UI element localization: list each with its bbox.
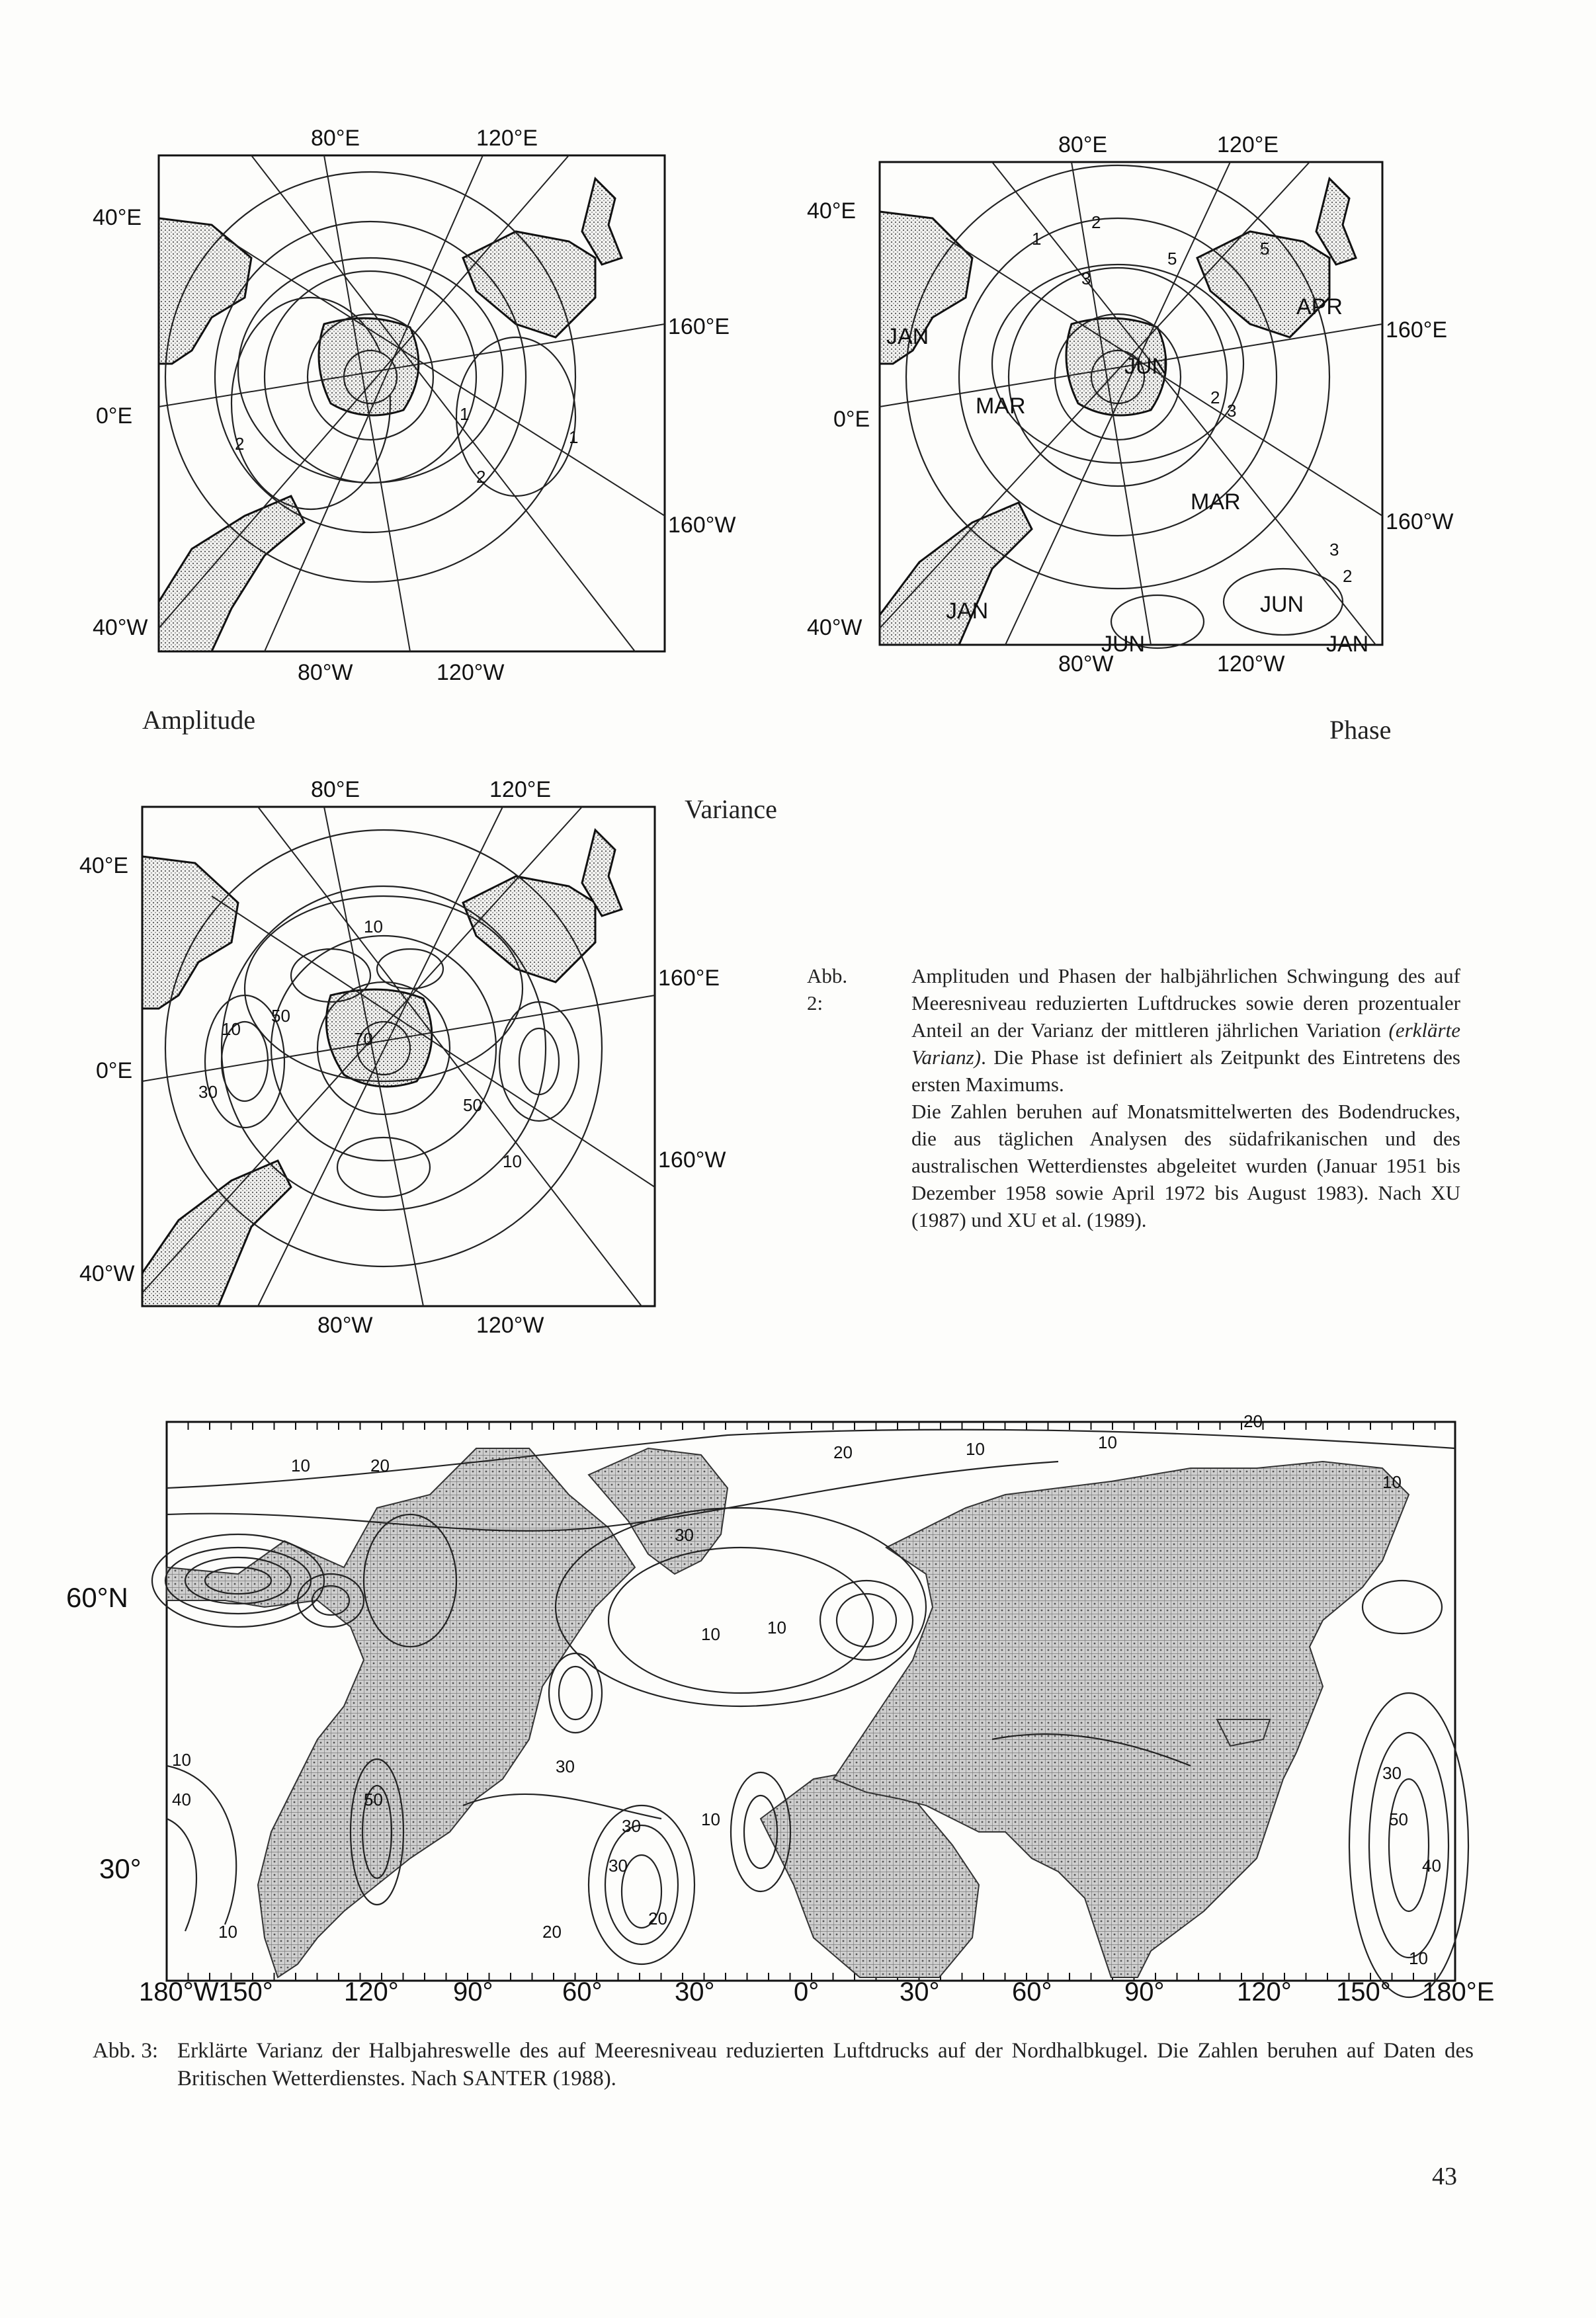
amp-contour-label: 1 bbox=[569, 427, 579, 447]
amp-lat-label: 80°W bbox=[298, 660, 353, 685]
phase-month-label: JUN bbox=[1124, 354, 1169, 379]
caption2-text-b: . Die Phase ist definiert als Zeitpunkt des Eintretens des ersten Maximums. bbox=[911, 1046, 1460, 1096]
var-contour-label: 10 bbox=[364, 917, 383, 936]
phase-label: Phase bbox=[1329, 715, 1392, 745]
page-number: 43 bbox=[1432, 2163, 1457, 2190]
nh-contour-label: 40 bbox=[172, 1790, 191, 1809]
caption2-text-a: Amplituden und Phasen der halbjährlichen Schwingung des auf Meeresniveau reduzierten Luftdruckes sowie deren prozentualer Anteil an der Varianz der mittleren jährlichen Variation bbox=[911, 964, 1460, 1042]
var-contour-label: 30 bbox=[198, 1082, 218, 1102]
phase-month-label: MAR bbox=[976, 393, 1026, 419]
nh-contour-label: 20 bbox=[1243, 1411, 1263, 1431]
variance-map bbox=[53, 770, 747, 1352]
nh-contour-label: 20 bbox=[370, 1456, 390, 1475]
nh-contour-label: 20 bbox=[542, 1922, 562, 1942]
nh-contour-label: 30 bbox=[1382, 1763, 1402, 1783]
nh-contour-label: 30 bbox=[622, 1816, 641, 1836]
phase-month-label: JUN bbox=[1260, 592, 1304, 617]
nh-x-label: 150° bbox=[218, 1977, 273, 2007]
nh-contour-label: 20 bbox=[648, 1909, 667, 1928]
nh-x-label: 150° bbox=[1336, 1977, 1391, 2007]
variance-label: Variance bbox=[685, 794, 777, 824]
nh-contour-label: 10 bbox=[218, 1922, 237, 1942]
caption3-text: Erklärte Varianz der Halbjahreswelle des auf Meeresniveau reduzierten Luftdrucks auf der Nordhalbkugel. Die Zahlen beruhen auf Daten des Britischen Wetterdienstes. Nach SANTER (1988). bbox=[177, 2039, 1474, 2090]
var-lat-label: 80°E bbox=[311, 777, 360, 802]
phase-lat-label: 120°W bbox=[1217, 651, 1285, 677]
phase-month-label: JAN bbox=[1326, 632, 1369, 657]
nh-x-label: 120° bbox=[344, 1977, 399, 2007]
phase-lat-label: 80°E bbox=[1058, 132, 1108, 157]
var-contour-label: 50 bbox=[271, 1006, 290, 1026]
phase-month-label: APR bbox=[1296, 294, 1343, 319]
amp-lat-label: 120°W bbox=[437, 660, 505, 685]
var-contour-label: 70 bbox=[354, 1029, 373, 1049]
nh-x-label: 0° bbox=[794, 1977, 819, 2007]
nh-x-label: 90° bbox=[453, 1977, 493, 2007]
nh-contour-label: 10 bbox=[701, 1624, 720, 1644]
caption2-text-c: Die Zahlen beruhen auf Monatsmittelwerten des Bodendruckes, die aus täglichen Analysen des südafrikanischen und des australischen Wetterdienstes abgeleitet wurden (Januar 1951 bis Dezember 1958 sowie April 1972 bis August 1983). Nach XU (1987) und XU et al. (1989). bbox=[911, 1100, 1460, 1231]
phase-month-label: JAN bbox=[886, 324, 929, 349]
phase-side-label: 160°E bbox=[1386, 317, 1448, 343]
var-side-label: 160°E bbox=[658, 966, 720, 991]
nh-contour-label: 10 bbox=[1409, 1948, 1428, 1968]
nh-y-label: 30° bbox=[99, 1853, 142, 1884]
phase-contour-label: 3 bbox=[1227, 401, 1237, 421]
caption3-prefix: Abb. 3: bbox=[93, 2039, 158, 2063]
var-lon-label: 40°E bbox=[79, 853, 129, 878]
amp-lat-label: 120°E bbox=[476, 126, 538, 151]
phase-side-label: 160°W bbox=[1386, 509, 1454, 534]
phase-month-label: MAR bbox=[1191, 489, 1241, 515]
phase-month-label: JAN bbox=[946, 599, 989, 624]
nh-x-label: 30° bbox=[900, 1977, 940, 2007]
phase-month-label: JUN bbox=[1101, 632, 1146, 657]
var-contour-label: 10 bbox=[222, 1019, 241, 1039]
phase-contour-label: 1 bbox=[1032, 229, 1042, 249]
caption2-text bbox=[911, 962, 1460, 1233]
nh-x-axis bbox=[139, 1977, 1495, 2010]
amplitude-map bbox=[93, 126, 736, 708]
phase-contour-label: 3 bbox=[1329, 540, 1339, 559]
var-contour-label: 50 bbox=[463, 1095, 482, 1115]
phase-lat-label: 80°W bbox=[1058, 651, 1114, 677]
amp-contour-label: 2 bbox=[476, 467, 486, 487]
nh-contour-label: 40 bbox=[1422, 1856, 1441, 1876]
amp-lon-label: 0°E bbox=[96, 403, 133, 429]
nh-contour-label: 50 bbox=[1389, 1809, 1408, 1829]
nh-contour-label: 10 bbox=[291, 1456, 310, 1475]
nh-contour-label: 10 bbox=[1382, 1472, 1402, 1492]
phase-lon-label: 40°W bbox=[807, 615, 862, 640]
phase-map bbox=[807, 126, 1468, 708]
nh-x-label: 120° bbox=[1237, 1977, 1292, 2007]
phase-contour-label: 5 bbox=[1260, 239, 1270, 259]
amp-lat-label: 80°E bbox=[311, 126, 360, 151]
nh-x-label: 60° bbox=[562, 1977, 603, 2007]
var-lat-label: 120°E bbox=[489, 777, 552, 802]
phase-lon-label: 40°E bbox=[807, 198, 857, 224]
nh-contour-label: 10 bbox=[767, 1618, 786, 1637]
phase-contour-label: 3 bbox=[1081, 269, 1091, 288]
nh-contour-label: 30 bbox=[556, 1757, 575, 1776]
var-contour-label: 10 bbox=[503, 1151, 522, 1171]
amp-contour-label: 2 bbox=[235, 434, 245, 454]
caption2-prefix: Abb. 2: bbox=[807, 964, 848, 1014]
phase-contour-label: 2 bbox=[1210, 388, 1220, 407]
nh-contour-label: 50 bbox=[364, 1790, 383, 1809]
nh-x-label: 180°W bbox=[139, 1977, 219, 2007]
nh-x-label: 180°E bbox=[1422, 1977, 1495, 2007]
phase-contour-label: 2 bbox=[1091, 212, 1101, 232]
var-lon-label: 0°E bbox=[96, 1058, 133, 1083]
amp-side-label: 160°W bbox=[668, 513, 736, 538]
amp-lon-label: 40°E bbox=[93, 205, 142, 230]
var-lat-label: 80°W bbox=[317, 1313, 373, 1338]
amplitude-label: Amplitude bbox=[142, 705, 256, 735]
amp-lon-label: 40°W bbox=[93, 615, 148, 640]
var-side-label: 160°W bbox=[658, 1147, 726, 1173]
nh-contour-label: 10 bbox=[172, 1750, 191, 1770]
amp-contour-label: 1 bbox=[460, 404, 470, 424]
nh-x-label: 90° bbox=[1124, 1977, 1165, 2007]
var-lon-label: 40°W bbox=[79, 1261, 135, 1286]
nh-contour-label: 10 bbox=[1098, 1432, 1117, 1452]
nh-contour-label: 20 bbox=[833, 1442, 853, 1462]
nh-contour-label: 10 bbox=[701, 1809, 720, 1829]
phase-contour-label: 2 bbox=[1343, 566, 1353, 586]
nh-contour-label: 10 bbox=[966, 1439, 985, 1459]
var-lat-label: 120°W bbox=[476, 1313, 544, 1338]
nh-contour-label: 30 bbox=[675, 1525, 694, 1545]
nh-y-label: 60°N bbox=[66, 1582, 128, 1613]
phase-lon-label: 0°E bbox=[833, 407, 870, 432]
nh-x-label: 30° bbox=[675, 1977, 715, 2007]
phase-lat-label: 120°E bbox=[1217, 132, 1279, 157]
phase-contour-label: 5 bbox=[1167, 249, 1177, 269]
caption2-italic: (erklärte Varianz) bbox=[911, 1018, 1460, 1069]
nh-contour-label: 30 bbox=[609, 1856, 628, 1876]
amp-side-label: 160°E bbox=[668, 314, 730, 339]
nh-x-label: 60° bbox=[1012, 1977, 1052, 2007]
nh-variance-map bbox=[66, 1409, 1475, 2017]
